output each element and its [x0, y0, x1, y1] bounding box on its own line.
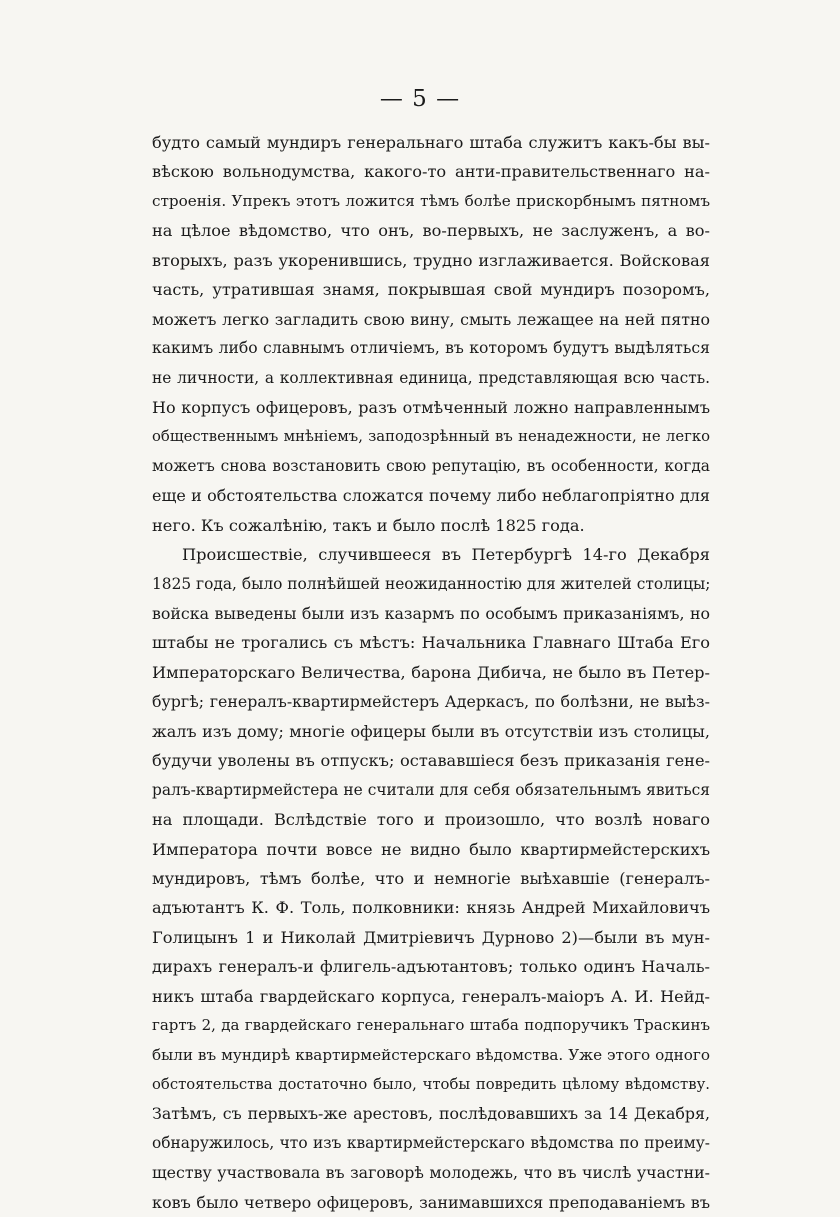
text-line: вторыхъ, разъ укоренившись, трудно изглаживается. Войсковая	[152, 250, 710, 270]
page-number: — 5 —	[379, 86, 461, 112]
text-line: ковъ было четверо офицеровъ, занимавшихся преподаваніемъ въ	[152, 1192, 710, 1212]
text-line: Императора почти вовсе не видно было квартирмейстерскихъ	[152, 839, 710, 859]
text-line: бургѣ; генералъ-квартирмейстеръ Адеркасъ, по болѣзни, не выѣз-	[152, 692, 710, 712]
text-line: гартъ 2, да гвардейскаго генеральнаго штаба подпоручикъ Траскинъ	[152, 1016, 710, 1035]
text-line: адъютантъ К. Ф. Толь, полковники: князь Андрей Михайловичъ	[152, 898, 710, 918]
paragraph	[152, 540, 710, 1217]
text-line: штабы не трогались съ мѣстъ: Начальника Главнаго Штаба Его	[152, 633, 710, 653]
body-text	[152, 128, 710, 1217]
text-line: строенія. Упрекъ этотъ ложится тѣмъ болѣе прискорбнымъ пятномъ	[152, 191, 710, 210]
text-line: будто самый мундиръ генеральнаго штаба служитъ какъ-бы вы-	[152, 133, 710, 152]
text-line: мундировъ, тѣмъ болѣе, что и немногіе выѣхавшіе (генералъ-	[152, 868, 710, 888]
text-line: можетъ легко загладить свою вину, смыть лежащее на ней пятно	[152, 309, 710, 329]
paragraph	[152, 128, 710, 540]
text-line: не личности, а коллективная единица, представляющая всю часть.	[152, 368, 710, 387]
text-line: Затѣмъ, съ первыхъ-же арестовъ, послѣдовавшихъ за 14 Декабря,	[152, 1104, 710, 1124]
text-line: часть, утратившая знамя, покрывшая свой мундиръ позоромъ,	[152, 280, 710, 300]
text-line: еще и обстоятельства сложатся почему либо неблагопріятно для	[152, 486, 710, 506]
text-line: на площади. Вслѣдствіе того и произошло, что возлѣ новаго	[152, 810, 710, 830]
text-line: можетъ снова возстановить свою репутацію, въ особенности, когда	[152, 456, 710, 475]
text-line: дирахъ генералъ-и флигель-адъютантовъ; только одинъ Началь-	[152, 957, 710, 977]
text-line: никъ штаба гвардейскаго корпуса, генералъ-маіоръ А. И. Нейд-	[152, 986, 710, 1006]
text-line: обнаружилось, что изъ квартирмейстерскаго вѣдомства по преиму-	[152, 1133, 710, 1152]
text-line: ществу участвовала въ заговорѣ молодежь, что въ числѣ участни-	[152, 1163, 710, 1183]
text-line: него. Къ сожалѣнію, такъ и было послѣ 1825 года.	[152, 515, 585, 535]
text-line: 1825 года, было полнѣйшей неожиданностію для жителей столицы;	[152, 574, 710, 593]
text-line: обстоятельства достаточно было, чтобы повредить цѣлому вѣдомству.	[152, 1076, 710, 1093]
text-line: были въ мундирѣ квартирмейстерскаго вѣдомства. Уже этого одного	[152, 1045, 710, 1064]
text-line: общественнымъ мнѣніемъ, заподозрѣнный въ ненадежности, не легко	[152, 428, 710, 446]
text-line: будучи уволены въ отпускъ; остававшіеся безъ приказанія гене-	[152, 751, 710, 771]
text-line: жалъ изъ дому; многіе офицеры были въ отсутствіи изъ столицы,	[152, 721, 710, 741]
text-line: войска выведены были изъ казармъ по особымъ приказаніямъ, но	[152, 604, 710, 623]
text-line: вѣскою вольнодумства, какого-то анти-правительственнаго на-	[152, 162, 710, 182]
text-line: ралъ-квартирмейстера не считали для себя обязательнымъ явиться	[152, 780, 710, 799]
text-line: на цѣлое вѣдомство, что онъ, во-первыхъ, не заслуженъ, а во-	[152, 221, 710, 241]
text-line: какимъ либо славнымъ отличіемъ, въ которомъ будутъ выдѣляться	[152, 339, 710, 358]
text-line: Императорскаго Величества, барона Дибича, не было въ Петер-	[152, 662, 710, 682]
text-line: Происшествіе, случившееся въ Петербургѣ 14-го Декабря	[182, 545, 710, 565]
text-line: Но корпусъ офицеровъ, разъ отмѣченный ложно направленнымъ	[152, 397, 710, 417]
text-line: Голицынъ 1 и Николай Дмитріевичъ Дурново 2)—были въ мун-	[152, 927, 710, 947]
